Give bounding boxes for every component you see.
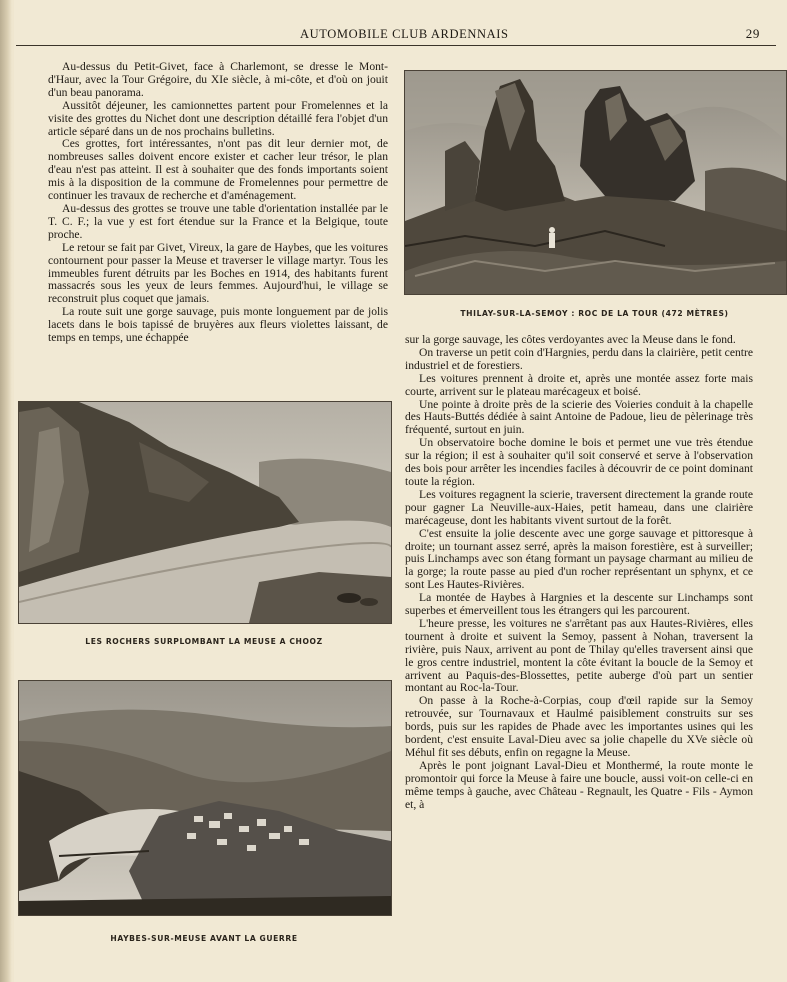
header-title: AUTOMOBILE CLUB ARDENNAIS xyxy=(300,27,509,41)
paragraph: On passe à la Roche-à-Corpias, coup d'œil rapide sur la Semoy retrouvée, sur Tournavaux et Haulmé paisiblement construits sur ses bords, puis sur les rapides de Phade avec les importantes usines qui les bordent, c'est ensuite Laval-Dieu avec sa jolie chapelle du XVe siècle où Méhul fit ses débuts, enfin on regagne la Meuse. xyxy=(405,694,753,759)
paragraph: Une pointe à droite près de la scierie des Voieries conduit à la chapelle des Hauts-Buttés dédiée à saint Antoine de Padoue, lieu de pèlerinage très fréquenté, surtout en juin. xyxy=(405,397,753,437)
caption-roc-de-la-tour: THILAY-SUR-LA-SEMOY : ROC DE LA TOUR (472 MÈTRES) xyxy=(460,309,729,318)
paragraph: Les voitures regagnent la scierie, traversent directement la grande route pour gagner La Neuville-aux-Haies, petit hameau, dans une clairière marécageuse, dont les habitants vivent surtout de la forêt. xyxy=(405,487,753,527)
paragraph: sur la gorge sauvage, les côtes verdoyantes avec la Meuse dans le fond. xyxy=(405,333,736,346)
paragraph: Le retour se fait par Givet, Vireux, la gare de Haybes, que les voitures contournent pour passer la Meuse et traverser le village martyr. Tous les immeubles furent détruits par les Boches en 1914, des habitants furent massacrés sous les yeux de leurs femmes. Aujourd'hui, le village se reconstruit plus coquet que jamais. xyxy=(48,240,388,306)
right-column-text xyxy=(405,334,753,812)
paragraph: Aussitôt déjeuner, les camionnettes partent pour Fromelennes et la visite des grottes du Nichet dont une description détaillé fera l'objet d'un article séparé dans un de nos prochains bulletins. xyxy=(48,98,388,138)
page-binding-edge xyxy=(0,0,12,982)
figure-rochers-chooz xyxy=(18,401,392,624)
paragraph: On traverse un petit coin d'Hargnies, perdu dans la clairière, petit centre industriel et de forestiers. xyxy=(405,345,753,372)
paragraph: Les voitures prennent à droite et, après une montée assez forte mais courte, arrivent sur le plateau marécageux et boisé. xyxy=(405,371,753,398)
caption-haybes: HAYBES-SUR-MEUSE AVANT LA GUERRE xyxy=(110,934,298,943)
figure-haybes xyxy=(18,680,392,916)
left-column-text xyxy=(48,61,388,345)
caption-rochers-chooz: LES ROCHERS SURPLOMBANT LA MEUSE A CHOOZ xyxy=(85,637,323,646)
paragraph: La route suit une gorge sauvage, puis monte longuement par de jolis lacets dans le bois tapissé de bruyères aux fleurs violettes laissant, de temps en temps, une échappée xyxy=(48,305,388,345)
river-cliff-engraving-icon xyxy=(19,402,391,623)
valley-village-photograph-icon xyxy=(19,681,391,915)
paragraph: L'heure presse, les voitures ne s'arrêtant pas aux Hautes-Rivières, elles tournent à droite et suivent la Semoy, passent à Nohan, traversent la rivière, puis Naux, arrivent au pont de Thilay qu'elles traversent ainsi que le gros centre industriel, montent la côte évitant la boucle de la Semoy et arrivent au Paquis-des-Blossettes, petite auberge d'où part un sentier montant au Roc-la-Tour. xyxy=(405,616,753,695)
paragraph: Au-dessus des grottes se trouve une table d'orientation installée par le T. C. F.; la vue y est fort étendue sur la France et la Belgique, toute proche. xyxy=(48,201,388,241)
paragraph: Un observatoire boche domine le bois et permet une vue très étendue sur la région; il est à souhaiter qu'il soit conservé et serve à l'observation des bois pour arrêter les incendies faciles à découvrir de ce point dominant toute la région. xyxy=(405,436,753,488)
figure-roc-de-la-tour xyxy=(404,70,787,295)
paragraph: Ces grottes, fort intéressantes, n'ont pas dit leur dernier mot, de nombreuses salles doivent encore exister et cacher leur trésor, le plan d'eau n'est pas atteint. Il est à souhaiter que des fonds importants soient mis à la disposition de la commune de Fromelennes pour permettre de continuer les travaux de recherche et d'aménagement. xyxy=(48,137,388,203)
running-header xyxy=(290,27,760,43)
page-number: 29 xyxy=(745,26,760,41)
rock-formation-engraving-icon xyxy=(405,71,786,294)
paragraph: La montée de Haybes à Hargnies et la descente sur Linchamps sont superbes et émerveillent tous les étrangers qui les parcourent. xyxy=(405,591,753,618)
paragraph: C'est ensuite la jolie descente avec une gorge sauvage et pittoresque à droite; un tournant assez serré, après la maison forestière, est à surveiller; puis Linchamps avec son étang formant un paysage charmant au milieu de la gorge; la route passe au pied d'un rocher représentant un sphynx, et ce sont Les Hautes-Rivières. xyxy=(405,526,753,592)
header-rule xyxy=(16,45,776,46)
paragraph: Après le pont joignant Laval-Dieu et Monthermé, la route monte le promontoir qui force la Meuse à faire une boucle, aussi voit-on celle-ci en même temps à gauche, avec Château - Regnault, les Quatre - Fils - Aymon et, à xyxy=(405,758,753,811)
paragraph: Au-dessus du Petit-Givet, face à Charlemont, se dresse le Mont-d'Haur, avec la Tour Grégoire, du XIe siècle, à mi-côte, et d'où on jouit d'un beau panorama. xyxy=(48,60,388,99)
